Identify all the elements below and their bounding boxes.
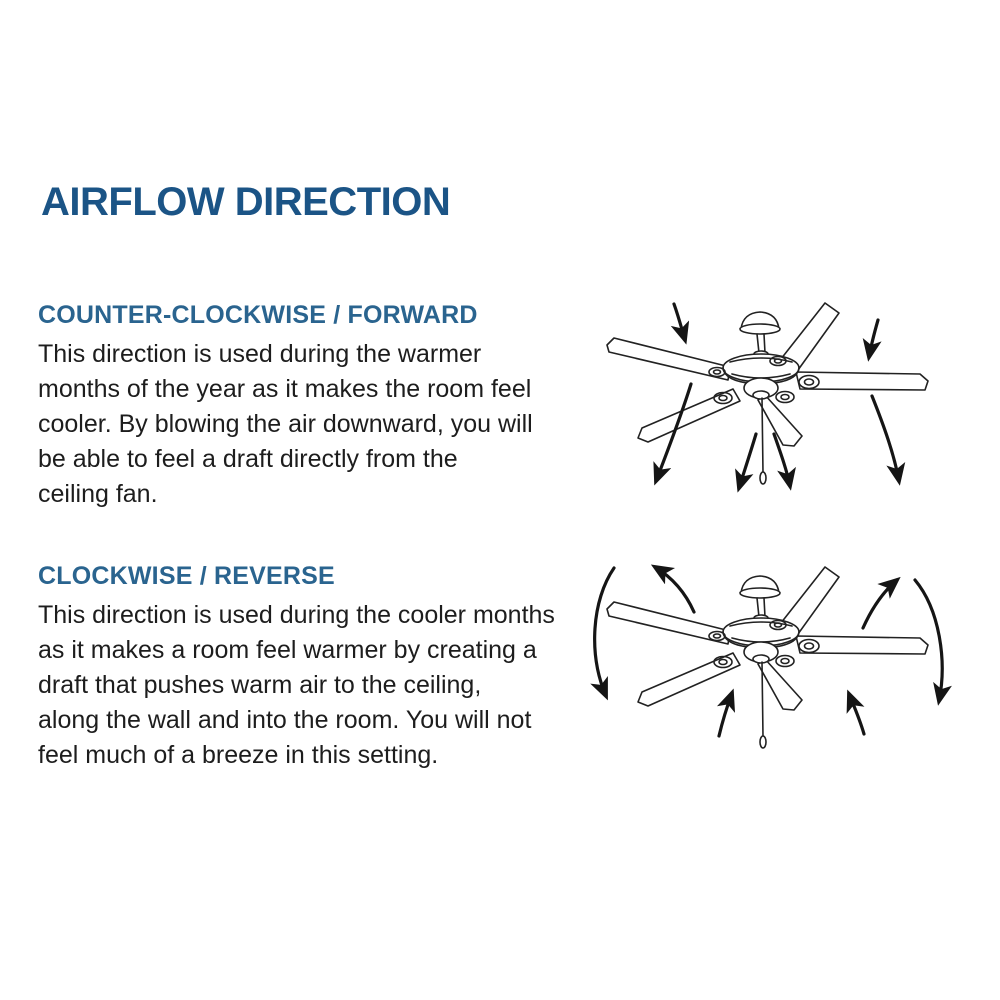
- body-text-line: This direction is used during the warmer: [38, 340, 482, 368]
- body-text-line: feel much of a breeze in this setting.: [38, 741, 439, 769]
- section-body-clockwise: [38, 598, 555, 773]
- body-text-line: draft that pushes warm air to the ceiling,: [38, 671, 482, 699]
- ceiling-fan-line-art: [607, 303, 928, 484]
- ceiling-fan-downward-airflow-illustration: [580, 288, 980, 528]
- section-body-counter-clockwise: [38, 337, 533, 512]
- body-text-line: be able to feel a draft directly from the: [38, 445, 458, 473]
- page-title: AIRFLOW DIRECTION: [41, 180, 451, 224]
- body-text-line: cooler. By blowing the air downward, you will: [38, 410, 533, 438]
- body-text-line: This direction is used during the cooler months: [38, 601, 555, 629]
- body-text-line: ceiling fan.: [38, 480, 158, 508]
- ceiling-fan-upward-airflow-illustration: [580, 552, 980, 792]
- body-text-line: as it makes a room feel warmer by creating a: [38, 636, 537, 664]
- section-heading-counter-clockwise: COUNTER-CLOCKWISE / FORWARD: [38, 301, 478, 329]
- body-text-line: along the wall and into the room. You will not: [38, 706, 532, 734]
- body-text-line: months of the year as it makes the room feel: [38, 375, 532, 403]
- section-heading-clockwise: CLOCKWISE / REVERSE: [38, 562, 335, 590]
- ceiling-fan-line-art: [607, 567, 928, 748]
